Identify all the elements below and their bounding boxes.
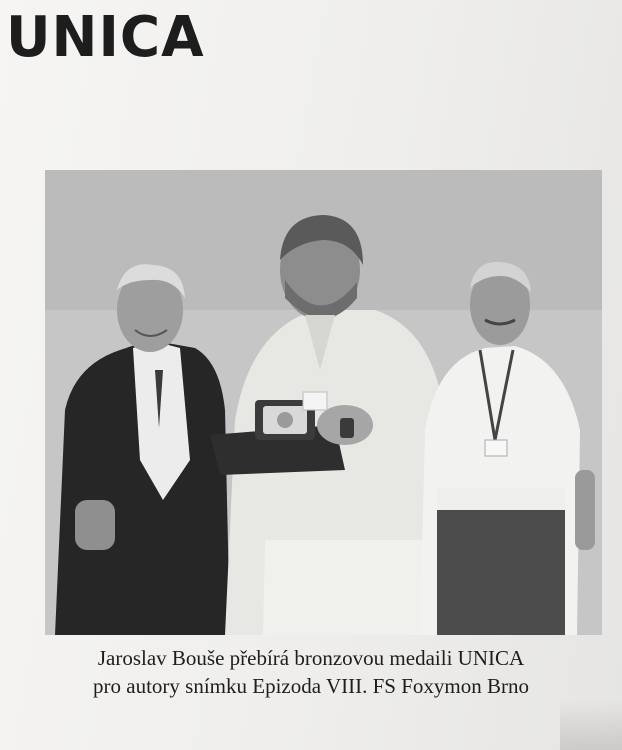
award-photo <box>45 170 602 635</box>
page-heading: UNICA <box>6 5 205 70</box>
caption-line-2: pro autory snímku Epizoda VIII. FS Foxymon Brno <box>93 674 529 698</box>
photo-caption <box>0 644 622 700</box>
caption-line-1: Jaroslav Bouše přebírá bronzovou medaili UNICA <box>97 646 525 670</box>
bleed-through-shadow <box>560 700 622 750</box>
